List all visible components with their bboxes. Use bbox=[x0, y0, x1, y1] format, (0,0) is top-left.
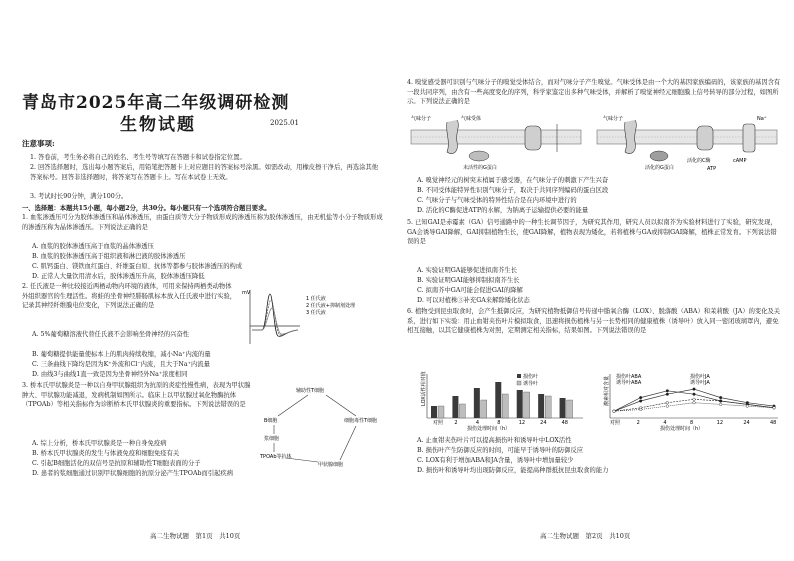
q6-hormone-legend-4: 诱导叶JA bbox=[690, 380, 710, 386]
q6-lox-tick: 2 bbox=[454, 420, 458, 426]
q6-hormone-legend-3: 损伤叶JA bbox=[690, 374, 710, 380]
q5-option-c[interactable]: C. 拟南芥中GA可能会促进GAI的降解 bbox=[417, 287, 523, 294]
section-heading: 一、选择题：本题共15小题，每小题2分，共30分。每小题只有一个选项符合题目要求。 bbox=[22, 205, 271, 212]
q5-option-b[interactable]: B. 实验证明GAI能够抑制拟南芥生长 bbox=[417, 277, 520, 284]
q6-hormone-tick: 12 bbox=[716, 420, 724, 426]
q4-option-c[interactable]: C. 气味分子与气味受体的特异性结合是在内环境中进行的 bbox=[417, 197, 577, 204]
footer-right: 高二生物试题 第2页 共10页 bbox=[540, 532, 631, 540]
q6-lox-tick: 12 bbox=[518, 420, 526, 426]
q6-hormone-tick: 4 bbox=[663, 420, 667, 426]
exam-date: 2025.01 bbox=[270, 119, 299, 127]
q6-option-b[interactable]: B. 损伤叶产生防御反应的时间，可能早于诱导叶的防御反应 bbox=[417, 447, 584, 454]
footer-left: 高二生物试题 第1页 共10页 bbox=[150, 532, 241, 540]
q6-hormone-point bbox=[693, 398, 696, 401]
q5-option-d[interactable]: D. 可以对植株③补充GA来解除矮化状态 bbox=[417, 297, 530, 304]
q4-membrane-right bbox=[597, 120, 777, 161]
q2-membrane-potential-graph bbox=[240, 286, 380, 348]
q6-hormone-tick: 24 bbox=[743, 420, 750, 426]
q6-lox-xlabel: 损伤处理时间（h） bbox=[467, 426, 511, 432]
q6-lox-tick: 对照 bbox=[433, 420, 444, 426]
exam-title: 青岛市2025年高二年级调研检测 bbox=[22, 93, 290, 113]
q4-label-odor-2: 气味分子 bbox=[603, 116, 624, 122]
q3-mechanism-diagram bbox=[256, 382, 386, 470]
q6-lox-tick: 4 bbox=[475, 420, 480, 426]
q6-hormone-tick: 48 bbox=[770, 420, 777, 426]
q2-graph-ylabel: mV bbox=[242, 290, 251, 296]
q3-node-plasma: 浆细胞 bbox=[264, 436, 280, 442]
q6-lox-bar-damaged bbox=[495, 382, 501, 418]
q6-hormone-tick: 8 bbox=[690, 420, 694, 426]
q4-option-a[interactable]: A. 嗅觉神经元的树突末梢属于感受器，在气味分子的刺激下产生兴奋 bbox=[417, 177, 609, 184]
q6-lox-tick: 48 bbox=[561, 420, 568, 426]
q6-hormone-point bbox=[773, 407, 776, 410]
q6-lox-bar-induced bbox=[481, 400, 487, 418]
q3-node-cytotoxic-t: 细胞毒性T细胞 bbox=[344, 418, 378, 424]
q4-label-active-c: 活化的C酶 bbox=[687, 158, 711, 164]
q6-hormone-point bbox=[639, 396, 642, 399]
q6-option-a[interactable]: A. 止血钳夹伤叶片可以提高损伤叶和诱导叶中LOX活性 bbox=[417, 437, 572, 444]
q6-hormone-tick: 2 bbox=[636, 420, 640, 426]
q3-node-antibody: TPOAb等抗体 bbox=[260, 454, 292, 460]
q6-stem: 6. 植物受到昆虫取食时，会产生抵御反应，为研究植物抵御信号传递中脂氧合酶（LOX）、脱落酸（ABA）和茉莉酸（JA）的变化及关系，进行如下实验：用止血钳夹伤叶片模拟取食，迅速将损伤植株与另一长势相同的健康植株（诱导叶）放入同一密闭玻璃罩内，避免相互接触，以其它健康植株为对照，定期测定相关指标，结果如图。下列说法错误的是 bbox=[407, 308, 781, 335]
q6-hormone-point bbox=[719, 396, 722, 399]
q6-hormone-point bbox=[666, 401, 669, 404]
q6-option-d[interactable]: D. 损伤叶和诱导叶均出现防御反应，能提高种群抵抗昆虫取食的能力 bbox=[417, 467, 609, 474]
q6-lox-bar-damaged bbox=[431, 406, 437, 418]
exam-subject: 生物试题 bbox=[120, 115, 196, 135]
q6-lox-bar-induced bbox=[567, 400, 573, 418]
q6-lox-bar-damaged bbox=[560, 398, 566, 418]
q4-stem: 4. 嗅觉感受器可识别与气味分子的嗅觉受体结合，而对气味分子产生嗅觉。气味受体是由一个大的基因家族编码的，该家族的基因含有一段共同序列，由含有一些高度变化的序列，科学家鉴定出多种气味受体，并解析了嗅觉神经元细胞膜上信号转导的部分过程，如图所示。下列说法正确的是 bbox=[407, 79, 781, 106]
q4-signal-diagram bbox=[407, 112, 782, 174]
q3-node-b-cell: B细胞 bbox=[264, 418, 278, 424]
q6-hormone-point bbox=[746, 405, 749, 408]
q6-hormone-point bbox=[693, 401, 696, 404]
q1-option-a[interactable]: A. 血浆的胶体渗透压高于血浆的晶体渗透压 bbox=[32, 243, 154, 250]
q6-lox-bar-damaged bbox=[474, 388, 480, 418]
q6-lox-ylabel: LOX活性相对值 bbox=[421, 371, 427, 406]
q6-lox-bars bbox=[431, 382, 573, 426]
q6-hormone-point bbox=[719, 403, 722, 406]
q6-hormone-legend-1: 损伤叶ABA bbox=[616, 374, 642, 380]
q6-hormone-point bbox=[613, 410, 616, 413]
q3-stem: 3. 桥本氏甲状腺炎是一种以自身甲状腺组织为抗原的炎症性慢性病，表现为甲状腺肿大、甲状腺功能减退，发病机制如图所示。临床上以甲状腺过氧化物酶抗体（TPOAb）等相关指标作为诊断桥本氏甲状腺炎的重要指标。下列说法错误的是 bbox=[22, 382, 251, 409]
q6-option-c[interactable]: C. LOX有利于增加ABA和JA含量，诱导叶中增加量较少 bbox=[417, 457, 574, 464]
q6-hormone-point bbox=[666, 390, 669, 393]
q2-legend-1: 1 任氏液 bbox=[306, 296, 326, 302]
notice-item-3: 3. 考试时长90分钟，满分100分。 bbox=[30, 193, 128, 200]
notice-item-2: 2. 回答选择题时，选出每小题答案后，用铅笔把答题卡上对应题目的答案标号涂黑。如需改动，用橡皮擦干净后，再选涂其他答案标号。回答非选择题时，将答案写在答题卡上。写在本试卷上无效。 bbox=[30, 164, 379, 181]
q6-hormone-point bbox=[666, 393, 669, 396]
q4-label-inactive-g: 未活性的G蛋白 bbox=[463, 165, 497, 171]
q3-option-a[interactable]: A. 综上分析，桥本氏甲状腺炎是一种自身免疫病 bbox=[32, 440, 167, 447]
q2-legend-2: 2 任氏液+抑制剂处理 bbox=[306, 303, 355, 309]
q3-node-helper-t: 辅助性T细胞 bbox=[296, 388, 325, 394]
q6-lox-tick: 8 bbox=[497, 420, 501, 426]
q2-stem: 2. 任氏液是一种比较接近两栖动物内环境的液体，可用来保持两栖类动物体外组织器官的生理活性。将蛙的坐骨神经腓肠肌标本放入任氏液中进行实验，记录其神经纤维膜电位变化，下列说法正确的是 bbox=[22, 283, 237, 310]
q1-stem: 1. 血浆渗透压可分为胶体渗透压和晶体渗透压，由蛋白质等大分子物质形成的渗透压称为胶体渗透压，由无机盐等小分子物质形成的渗透压称为晶体渗透压。下列说法正确的是 bbox=[22, 214, 383, 231]
q6-lox-legend-1: 损伤叶 bbox=[523, 374, 539, 380]
q4-label-active-g: 活化的G蛋白 bbox=[645, 165, 674, 171]
notice-item-1: 1. 答卷前，考生务必将自己的姓名、考生号等填写在答题卡和试卷指定位置。 bbox=[30, 154, 246, 161]
q3-option-b[interactable]: B. 桥本氏甲状腺炎的发生与体液免疫和细胞免疫有关 bbox=[32, 450, 180, 457]
q2-option-c[interactable]: C. 三条曲线下降均是因为K⁺外流和Cl⁻内流，且大于Na⁺内流量 bbox=[32, 361, 210, 368]
q2-curve-3 bbox=[252, 308, 298, 334]
q2-option-b[interactable]: B. 葡萄糖提供能量使标本上的肌肉持续收缩，减小Na⁺内流的量 bbox=[32, 351, 211, 358]
q6-lox-bar-induced bbox=[438, 406, 444, 418]
q6-hormone-tick: 对照 bbox=[610, 420, 621, 426]
q1-option-b[interactable]: B. 血浆的胶体渗透压高于组织液和淋巴液的胶体渗透压 bbox=[32, 253, 186, 260]
q4-label-receptor: 气味受体 bbox=[461, 116, 482, 122]
q4-label-camp: cAMP bbox=[733, 158, 747, 164]
q6-hormone-chart bbox=[590, 370, 782, 432]
q6-lox-bar-induced bbox=[459, 404, 465, 418]
q5-stem: 5. 已知GAI是赤霉素（GA）信号通路中的一种生长调节因子，为研究其作用，研究人员以拟南芥为实验材料进行了实验，研究发现，GA会诱导GAI降解，GAI抑制植物生长，使GAI降解，植物表现为矮化，若将植株与GA或抑制GAI降解，植株正常发育。下列说法错误的是 bbox=[407, 219, 777, 246]
q2-option-d[interactable]: D. 由线3与曲线1直一致是因为坐骨神经外Na⁺浓度相同 bbox=[32, 371, 188, 378]
notice-heading: 注意事项: bbox=[22, 139, 55, 148]
q4-label-odor: 气味分子 bbox=[411, 116, 432, 122]
q6-lox-bar-induced bbox=[545, 396, 551, 418]
q2-option-a[interactable]: A. 5%葡萄糖溶液代替任氏液不会影响坐骨神经的兴奋性 bbox=[32, 331, 190, 338]
q2-legend-3: 3 任氏液 bbox=[306, 310, 326, 316]
q4-option-b[interactable]: B. 不同受体能特异性识别气味分子，取决于共同序列编码的蛋白区段 bbox=[417, 187, 609, 194]
q6-lox-bar-damaged bbox=[517, 390, 523, 418]
q5-option-a[interactable]: A. 实验证明GA能够促进拟南芥生长 bbox=[417, 267, 517, 274]
q6-hormone-point bbox=[639, 400, 642, 403]
q3-option-c[interactable]: C. 引起B细胞活化的双信号是抗原和辅助性T细胞表面的分子 bbox=[32, 460, 201, 467]
q4-option-d[interactable]: D. 活化的C酶促进ATP的水解，为钠离子运输提供必要的能量 bbox=[417, 207, 589, 214]
q1-option-d[interactable]: D. 正常人大量饮用清水后，胶体渗透压升高，胶体渗透压降低 bbox=[32, 273, 205, 280]
q6-lox-bar-induced bbox=[502, 394, 508, 418]
q6-hormone-lines bbox=[610, 388, 776, 426]
q6-lox-bar-induced bbox=[524, 392, 530, 418]
q6-lox-tick: 24 bbox=[540, 420, 547, 426]
q6-hormone-legend-2: 诱导叶ABA bbox=[616, 380, 642, 386]
q6-hormone-ylabel: 激素相对含量 bbox=[604, 375, 610, 406]
q3-option-d[interactable]: D. 患者的浆细胞通过识别甲状腺细胞的抗原分泌产生TPOAb而引起疾病 bbox=[32, 470, 234, 477]
q6-hormone-point bbox=[693, 393, 696, 396]
q4-membrane-left bbox=[411, 120, 581, 161]
q6-hormone-point bbox=[639, 408, 642, 411]
q6-lox-bar-damaged bbox=[538, 394, 544, 418]
q6-hormone-point bbox=[693, 388, 696, 391]
q1-option-c[interactable]: C. 肌钙蛋白、镁铁血红蛋白、纤维蛋白原、抗体等都参与胶体渗透压的构成 bbox=[32, 263, 243, 270]
q6-lox-bar-damaged bbox=[452, 396, 458, 418]
q6-lox-chart bbox=[407, 370, 587, 432]
q4-label-atp: ATP bbox=[707, 166, 717, 172]
q6-hormone-point bbox=[719, 400, 722, 403]
q6-hormone-point bbox=[666, 405, 669, 408]
q3-node-thyroid: 甲状腺细胞 bbox=[318, 462, 344, 468]
q6-hormone-xlabel: 损伤处理时间（h） bbox=[660, 426, 704, 432]
q4-label-na: Na⁺ bbox=[757, 116, 767, 122]
q6-lox-legend-2: 诱导叶 bbox=[523, 381, 539, 387]
